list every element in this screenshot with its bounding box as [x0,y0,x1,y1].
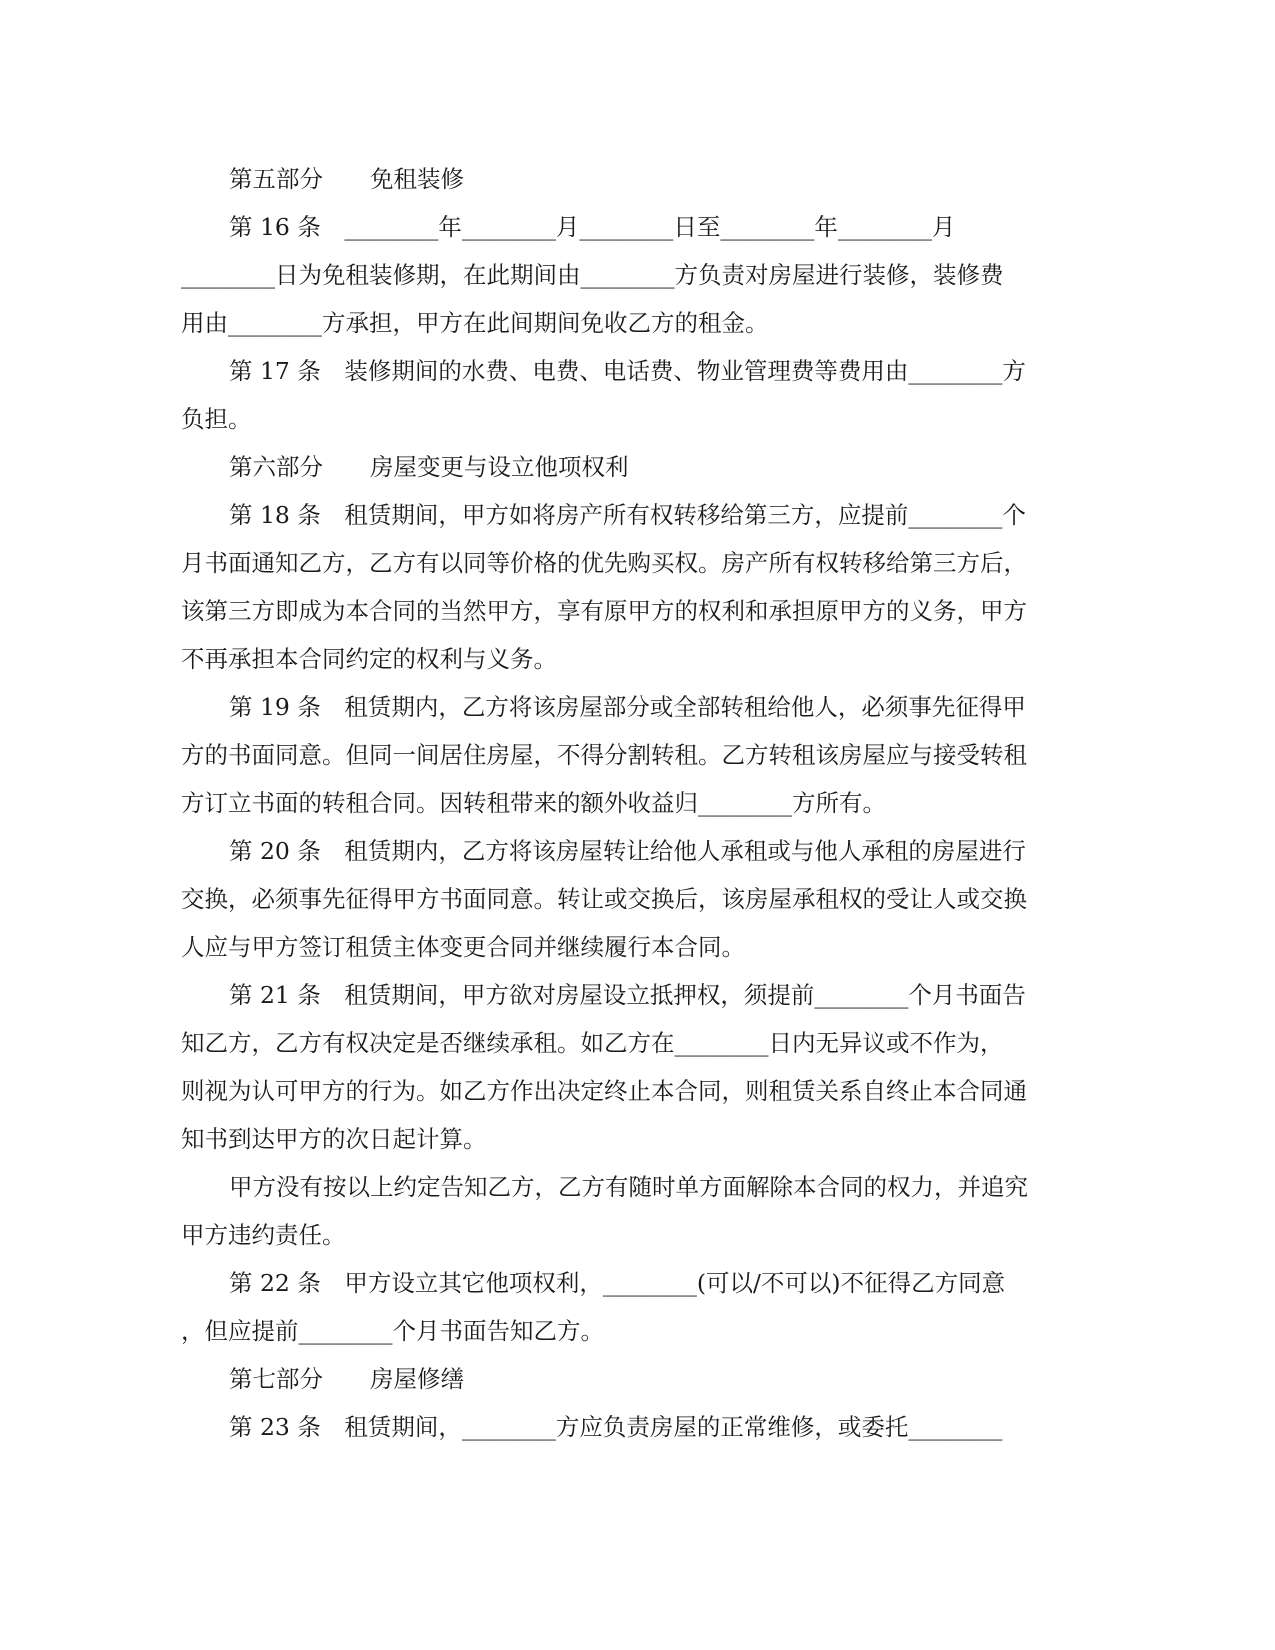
clause-19-line-2: 方的书面同意。但同一间居住房屋，不得分割转租。乙方转租该房屋应与接受转租 [181,741,1027,769]
clause-17-line-1: 第 17 条 装修期间的水费、电费、电话费、物业管理费等费用由________方 [229,357,1026,385]
clause-22-line-2: ，但应提前________个月书面告知乙方。 [181,1317,604,1345]
clause-21-line-4: 知书到达甲方的次日起计算。 [181,1125,487,1153]
clause-22-line-1: 第 22 条 甲方设立其它他项权利，________(可以/不可以)不征得乙方同意 [229,1269,1006,1297]
clause-21-line-2: 知乙方，乙方有权决定是否继续承租。如乙方在________日内无异议或不作为， [181,1029,1004,1057]
clause-21-line-3: 则视为认可甲方的行为。如乙方作出决定终止本合同，则租赁关系自终止本合同通 [181,1077,1027,1105]
section-heading-part-5: 第五部分 免租装修 [229,165,464,193]
clause-21-line-1: 第 21 条 租赁期间，甲方欲对房屋设立抵押权，须提前________个月书面告 [229,981,1026,1009]
clause-21-addendum-line-2: 甲方违约责任。 [181,1221,346,1249]
clause-18-line-4: 不再承担本合同约定的权利与义务。 [181,645,557,673]
clause-17-line-2: 负担。 [181,405,252,433]
clause-20-line-2: 交换，必须事先征得甲方书面同意。转让或交换后，该房屋承租权的受让人或交换 [181,885,1027,913]
clause-18-line-3: 该第三方即成为本合同的当然甲方，享有原甲方的权利和承担原甲方的义务，甲方 [181,597,1027,625]
clause-19-line-3: 方订立书面的转租合同。因转租带来的额外收益归________方所有。 [181,789,886,817]
clause-18-line-1: 第 18 条 租赁期间，甲方如将房产所有权转移给第三方，应提前________个 [229,501,1026,529]
clause-16-line-3: 用由________方承担，甲方在此间期间免收乙方的租金。 [181,309,769,337]
clause-19-line-1: 第 19 条 租赁期内，乙方将该房屋部分或全部转租给他人，必须事先征得甲 [229,693,1026,721]
clause-21-addendum-line-1: 甲方没有按以上约定告知乙方，乙方有随时单方面解除本合同的权力，并追究 [229,1173,1028,1201]
section-heading-part-7: 第七部分 房屋修缮 [229,1365,464,1393]
clause-16-line-1: 第 16 条 ________年________月________日至________年________月 [229,213,956,241]
section-heading-part-6: 第六部分 房屋变更与设立他项权利 [229,453,629,481]
clause-20-line-1: 第 20 条 租赁期内，乙方将该房屋转让给他人承租或与他人承租的房屋进行 [229,837,1026,865]
clause-20-line-3: 人应与甲方签订租赁主体变更合同并继续履行本合同。 [181,933,745,961]
clause-18-line-2: 月书面通知乙方，乙方有以同等价格的优先购买权。房产所有权转移给第三方后， [181,549,1027,577]
clause-16-line-2: ________日为免租装修期，在此期间由________方负责对房屋进行装修，装修费 [181,261,1004,289]
clause-23-line-1: 第 23 条 租赁期间，________方应负责房屋的正常维修，或委托________ [229,1413,1003,1441]
document-body [181,155,1083,1451]
